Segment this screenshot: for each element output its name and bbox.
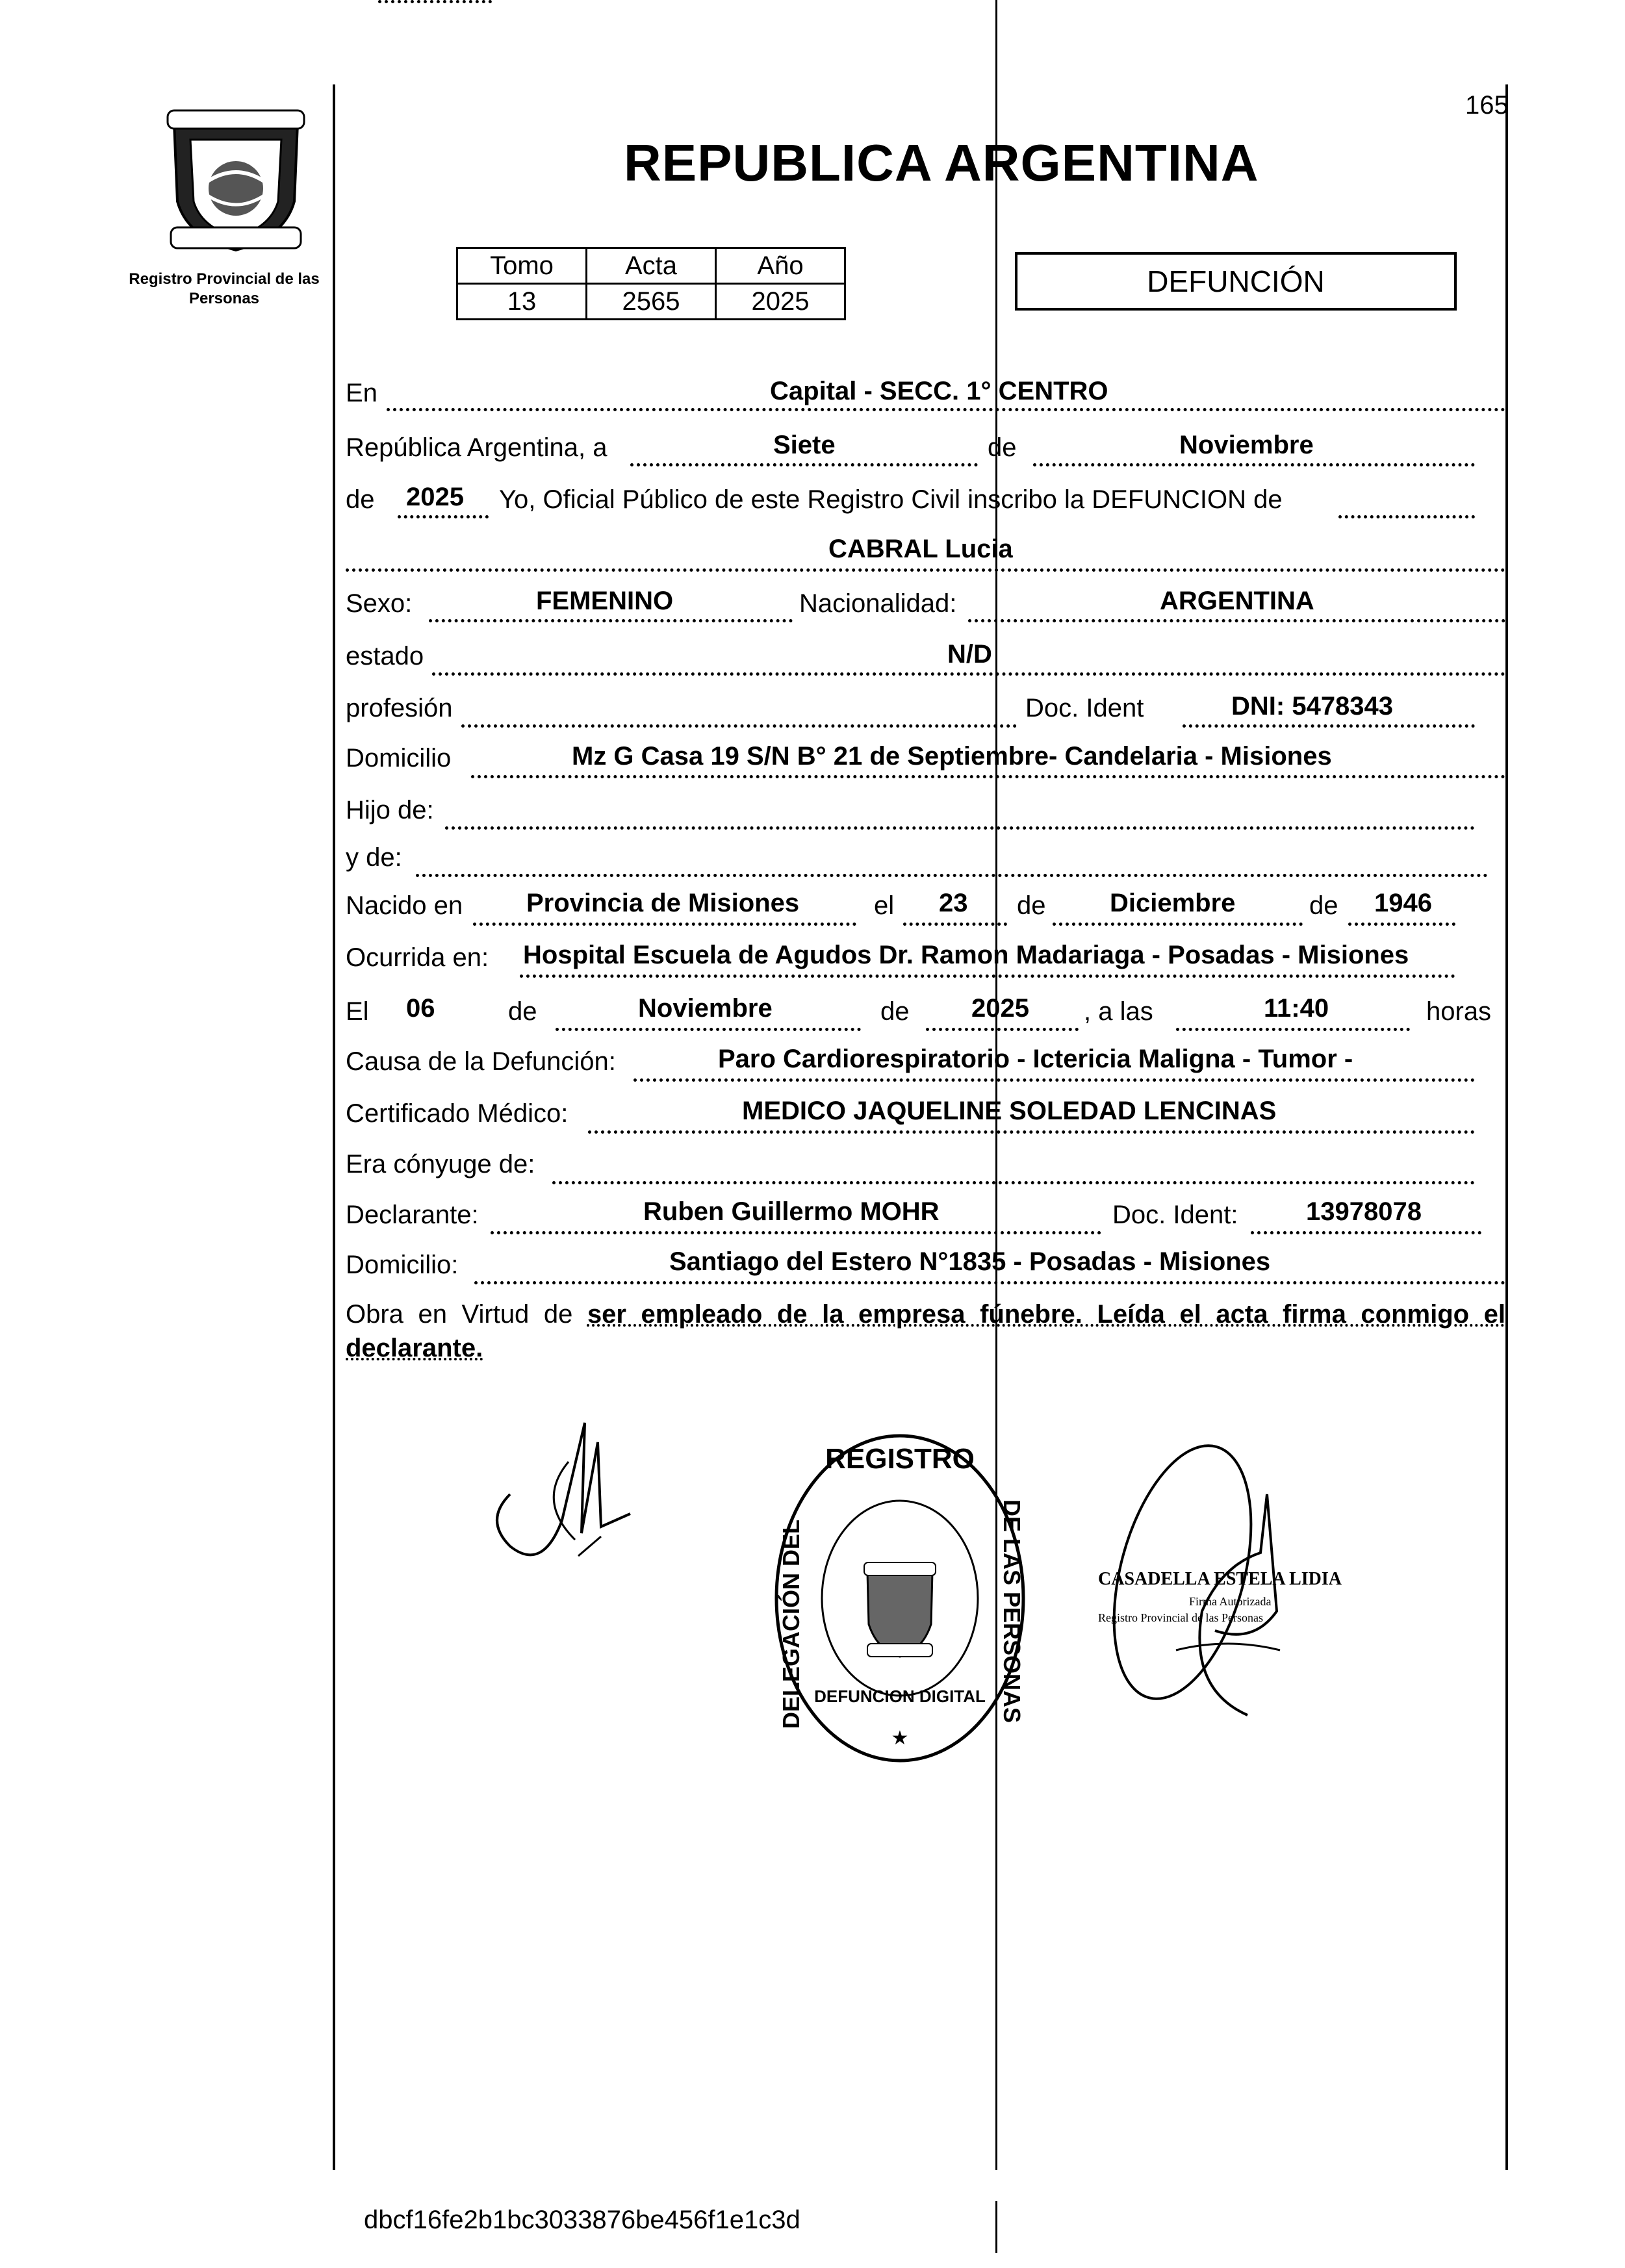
label-de-anio: de bbox=[346, 485, 375, 514]
value-mes-texto: Noviembre bbox=[1179, 431, 1314, 459]
label-yo-oficial: Yo, Oficial Público de este Registro Civil inscribo la DEFUNCION de bbox=[499, 485, 1283, 514]
value-tomo: 13 bbox=[457, 284, 587, 320]
value-anio: 2025 bbox=[406, 483, 464, 511]
seal-top-text: REGISTRO bbox=[825, 1443, 975, 1475]
label-y-de: y de: bbox=[346, 843, 402, 872]
field-line bbox=[903, 923, 1007, 926]
stamp-line2: Firma Autorizada bbox=[1189, 1595, 1272, 1608]
field-line bbox=[520, 975, 1455, 978]
left-margin-rule bbox=[333, 84, 335, 2170]
value-nacionalidad: ARGENTINA bbox=[1160, 587, 1314, 615]
field-line bbox=[556, 1028, 861, 1031]
label-causa: Causa de la Defunción: bbox=[346, 1047, 616, 1076]
seal-right-text: DE LAS PERSONAS bbox=[999, 1499, 1025, 1724]
label-sexo: Sexo: bbox=[346, 589, 413, 618]
value-declarante-domicilio: Santiago del Estero N°1835 - Posadas - Misiones bbox=[669, 1247, 1271, 1276]
field-line bbox=[1183, 724, 1475, 728]
value-hora: 11:40 bbox=[1264, 994, 1329, 1023]
label-domicilio-declarante: Domicilio: bbox=[346, 1251, 459, 1279]
stamp-name: CASADELLA ESTELA LIDIA bbox=[1098, 1569, 1342, 1589]
label-estado: estado bbox=[346, 642, 424, 670]
field-line bbox=[1338, 515, 1475, 518]
page-title: REPUBLICA ARGENTINA bbox=[624, 134, 1259, 192]
value-sexo: FEMENINO bbox=[536, 587, 674, 615]
registry-caption: Registro Provincial de las Personas bbox=[129, 270, 320, 307]
value-estado: N/D bbox=[947, 640, 992, 669]
value-dni: DNI: 5478343 bbox=[1231, 692, 1394, 720]
label-hijo-de: Hijo de: bbox=[346, 796, 434, 824]
label-doc-ident: Doc. Ident bbox=[1025, 694, 1144, 722]
field-line bbox=[1348, 923, 1455, 926]
center-fold-line-bottom bbox=[995, 2201, 997, 2253]
value-declarante-doc: 13978078 bbox=[1306, 1197, 1422, 1226]
value-certificado: MEDICO JAQUELINE SOLEDAD LENCINAS bbox=[742, 1097, 1277, 1125]
document-type-box: DEFUNCIÓN bbox=[1015, 252, 1457, 311]
label-a-las: , a las bbox=[1084, 997, 1153, 1026]
label-declarante: Declarante: bbox=[346, 1201, 479, 1229]
label-horas: horas bbox=[1426, 997, 1492, 1026]
value-obra-texto: ser empleado de la empresa fúnebre. Leída el acta firma conmigo el declarante. bbox=[346, 1300, 1505, 1362]
label-de-def-mes: de bbox=[508, 997, 537, 1026]
field-line bbox=[1033, 463, 1475, 466]
seal-star-icon: ★ bbox=[891, 1727, 909, 1750]
field-line bbox=[926, 1028, 1079, 1031]
field-line bbox=[416, 874, 1488, 877]
province-logo bbox=[155, 97, 317, 253]
field-line bbox=[346, 568, 1505, 572]
field-line bbox=[968, 619, 1505, 622]
label-en: En bbox=[346, 379, 377, 407]
label-de: de bbox=[988, 433, 1017, 462]
field-line bbox=[429, 619, 793, 622]
value-nacido-en: Provincia de Misiones bbox=[526, 889, 800, 917]
label-nacionalidad: Nacionalidad: bbox=[799, 589, 957, 618]
field-line bbox=[473, 923, 856, 926]
value-nac-mes: Diciembre bbox=[1110, 889, 1236, 917]
seal-bottom-text: DEFUNCION DIGITAL bbox=[814, 1687, 986, 1706]
value-nombre: CABRAL Lucia bbox=[828, 535, 1013, 563]
label-certificado: Certificado Médico: bbox=[346, 1099, 569, 1128]
field-line bbox=[630, 463, 978, 466]
seal-left-text: DELEGACIÓN DEL bbox=[778, 1519, 804, 1729]
value-lugar: Capital - SECC. 1° CENTRO bbox=[770, 377, 1108, 405]
field-line bbox=[398, 515, 489, 518]
value-dia-texto: Siete bbox=[773, 431, 836, 459]
label-profesion: profesión bbox=[346, 694, 453, 722]
label-domicilio: Domicilio bbox=[346, 744, 452, 772]
field-line bbox=[474, 1281, 1505, 1284]
header-anio: Año bbox=[716, 248, 845, 284]
label-de-anio-nac: de bbox=[1309, 891, 1338, 920]
value-def-mes: Noviembre bbox=[638, 994, 773, 1023]
declarant-signature bbox=[471, 1416, 666, 1585]
value-domicilio: Mz G Casa 19 S/N B° 21 de Septiembre- Candelaria - Misiones bbox=[572, 742, 1332, 771]
header-acta: Acta bbox=[587, 248, 716, 284]
value-def-dia: 06 bbox=[406, 994, 435, 1023]
field-line bbox=[1176, 1028, 1410, 1031]
footer-hash: dbcf16fe2b1bc3033876be456f1e1c3d bbox=[364, 2206, 800, 2234]
value-def-anio: 2025 bbox=[971, 994, 1029, 1023]
field-line bbox=[552, 1181, 1475, 1184]
field-line bbox=[445, 826, 1475, 830]
field-line bbox=[491, 1231, 1101, 1234]
field-line bbox=[378, 0, 492, 3]
value-declarante: Ruben Guillermo MOHR bbox=[643, 1197, 940, 1226]
label-nacido-en: Nacido en bbox=[346, 891, 463, 920]
value-anio: 2025 bbox=[716, 284, 845, 320]
stamp-line3: Registro Provincial de las Personas bbox=[1098, 1611, 1263, 1624]
label-el-fecha: El bbox=[346, 997, 369, 1026]
center-fold-line bbox=[995, 0, 997, 2170]
right-margin-rule bbox=[1505, 84, 1508, 2170]
value-acta: 2565 bbox=[587, 284, 716, 320]
registry-seal bbox=[770, 1429, 1030, 1767]
obra-en-virtud-paragraph bbox=[346, 1297, 1505, 1365]
field-line bbox=[633, 1078, 1475, 1082]
label-doc-ident-declarante: Doc. Ident: bbox=[1112, 1201, 1238, 1229]
value-nac-anio: 1946 bbox=[1374, 889, 1432, 917]
value-causa: Paro Cardiorespiratorio - Ictericia Maligna - Tumor - bbox=[718, 1045, 1353, 1073]
page-number: 165 bbox=[1465, 91, 1509, 120]
registry-table bbox=[456, 247, 846, 320]
value-nac-dia: 23 bbox=[939, 889, 968, 917]
field-line bbox=[387, 408, 1505, 411]
label-de-mes: de bbox=[1017, 891, 1046, 920]
label-de-def-anio: de bbox=[880, 997, 910, 1026]
field-line bbox=[471, 775, 1505, 778]
value-ocurrida-en: Hospital Escuela de Agudos Dr. Ramon Madariaga - Posadas - Misiones bbox=[523, 941, 1409, 969]
field-line bbox=[1053, 923, 1303, 926]
field-line bbox=[1251, 1231, 1481, 1234]
label-el: el bbox=[874, 891, 895, 920]
header-tomo: Tomo bbox=[457, 248, 587, 284]
field-line bbox=[461, 724, 1017, 728]
label-conyuge: Era cónyuge de: bbox=[346, 1150, 535, 1179]
label-republica-a: República Argentina, a bbox=[346, 433, 608, 462]
label-ocurrida-en: Ocurrida en: bbox=[346, 943, 489, 972]
field-line bbox=[432, 672, 1505, 676]
field-line bbox=[588, 1130, 1475, 1134]
label-obra-en-virtud: Obra en Virtud de bbox=[346, 1300, 573, 1329]
